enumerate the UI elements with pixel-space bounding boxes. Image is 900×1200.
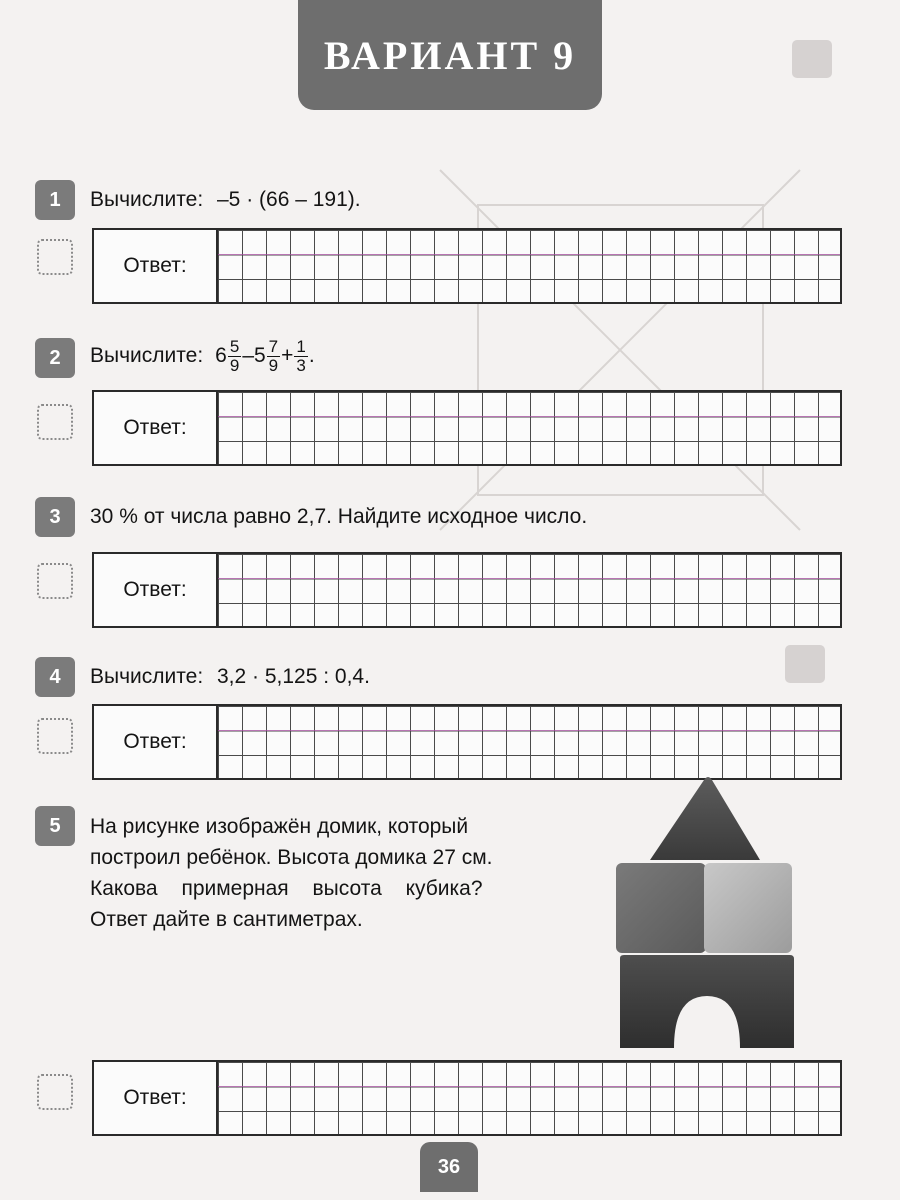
task-text xyxy=(90,336,315,376)
score-checkbox[interactable] xyxy=(37,239,73,275)
page-number: 36 xyxy=(420,1142,478,1192)
task-number-badge: 4 xyxy=(35,657,75,697)
toy-house-image xyxy=(612,768,797,1053)
score-checkbox[interactable] xyxy=(37,1074,73,1110)
cube-right xyxy=(704,863,792,953)
fraction-3: $\frac{1}{3}$ xyxy=(296,336,306,375)
task-label: Вычислите: xyxy=(90,344,204,367)
answer-grid[interactable] xyxy=(218,392,840,464)
variant-title: ВАРИАНТ 9 xyxy=(298,0,602,110)
task-number-badge: 5 xyxy=(35,806,75,846)
grid-tint-line xyxy=(218,416,840,417)
answer-box[interactable] xyxy=(92,1060,842,1136)
grid-tint-line xyxy=(218,578,840,579)
task-text xyxy=(90,186,361,214)
task-expression: –5 · (66 – 191). xyxy=(217,188,361,211)
task-text-line-1: На рисунке изображён домик, который xyxy=(90,815,469,838)
task-number-badge: 1 xyxy=(35,180,75,220)
task-text-line-2: построил ребёнок. Высота домика 27 см. xyxy=(90,846,493,869)
score-checkbox[interactable] xyxy=(37,718,73,754)
task-text-line-4: Ответ дайте в сантиметрах. xyxy=(90,908,363,931)
task-expression: 3,2 · 5,125 : 0,4. xyxy=(217,665,370,688)
answer-box[interactable] xyxy=(92,228,842,304)
cube-left xyxy=(616,863,706,953)
answer-label: Ответ: xyxy=(94,1062,218,1134)
grid-tint-line xyxy=(218,730,840,731)
fraction-1: $\frac{5}{9}$ xyxy=(229,336,240,375)
answer-grid[interactable] xyxy=(218,554,840,626)
whole-part: 6 xyxy=(215,344,227,367)
answer-label: Ответ: xyxy=(94,706,218,778)
task-label: Вычислите: xyxy=(90,188,204,211)
score-checkbox[interactable] xyxy=(37,404,73,440)
answer-grid[interactable] xyxy=(218,230,840,302)
operator-plus: + xyxy=(281,344,294,367)
arch-block xyxy=(620,955,794,1048)
task-text: 30 % от числа равно 2,7. Найдите исходное число. xyxy=(90,505,588,528)
grid-tint-line xyxy=(218,1086,840,1087)
task-number-badge: 2 xyxy=(35,338,75,378)
answer-label: Ответ: xyxy=(94,554,218,626)
task-text-line-3: Какова примерная высота кубика? xyxy=(90,877,483,900)
task-number-badge: 3 xyxy=(35,497,75,537)
score-checkbox[interactable] xyxy=(37,563,73,599)
answer-box[interactable] xyxy=(92,390,842,466)
fraction-2: $\frac{7}{9}$ xyxy=(268,336,279,375)
task-text xyxy=(90,663,370,691)
task-label: Вычислите: xyxy=(90,665,204,688)
answer-label: Ответ: xyxy=(94,230,218,302)
grid-tint-line xyxy=(218,254,840,255)
operator-minus: –5 xyxy=(242,344,266,367)
answer-grid[interactable] xyxy=(218,1062,840,1134)
roof-block xyxy=(650,777,760,860)
expression-end: . xyxy=(308,344,315,367)
answer-label: Ответ: xyxy=(94,392,218,464)
answer-box[interactable] xyxy=(92,552,842,628)
